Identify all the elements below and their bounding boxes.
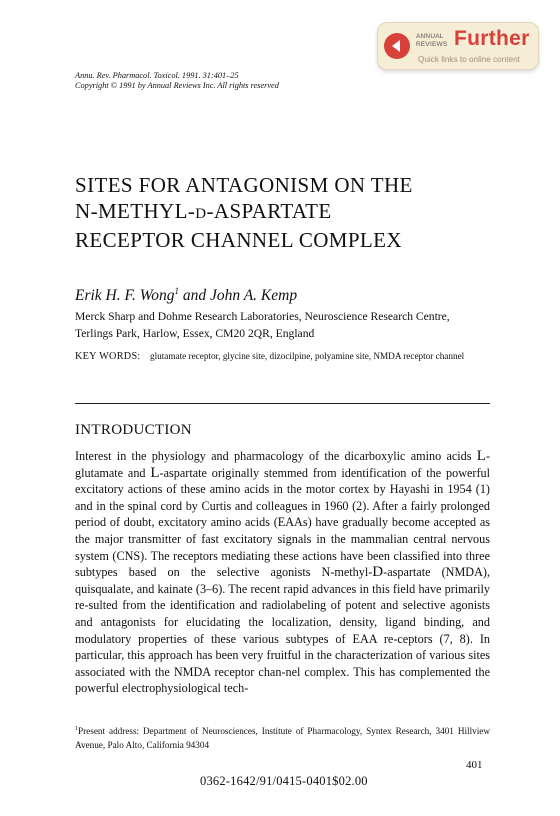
journal-citation: Annu. Rev. Pharmacol. Toxicol. 1991. 31:401–25 (75, 71, 239, 80)
footnote-marker: 1 (174, 286, 179, 296)
affiliation: Merck Sharp and Dohme Research Laboratories, Neuroscience Research Centre, Terlings Park, Harlow, Essex, CM20 2QR, England (75, 310, 450, 340)
author-list (75, 286, 297, 305)
keywords-list: glutamate receptor, glycine site, dizocilpine, polyamine site, NMDA receptor channel (150, 351, 465, 361)
further-badge[interactable] (377, 22, 539, 70)
article-title (75, 172, 515, 253)
footnote: $^1$Present address: Department of Neurosciences, Institute of Pharmacology, Syntex Research, 3401 Hillview Avenue, Palo Alto, California 94304 (75, 726, 490, 750)
section-heading: INTRODUCTION (75, 422, 192, 438)
price-code: 0362-1642/91/0415-0401$02.00 (200, 774, 368, 788)
keywords-label: KEY WORDS: (75, 351, 141, 362)
title-line-1: SITES FOR ANTAGONISM ON THE (75, 173, 413, 197)
section-divider (75, 403, 490, 404)
copyright-line: Copyright © 1991 by Annual Reviews Inc. All rights reserved (75, 81, 279, 90)
page-number: 401 (466, 759, 483, 771)
further-label: Further (454, 27, 530, 50)
quick-links-text: Quick links to online content (418, 55, 520, 64)
author-2: and John A. Kemp (178, 287, 298, 305)
body-paragraph: Interest in the physiology and pharmacology of the dicarboxylic amino acids L-glutamate and L-aspartate originally stemmed from identification of the powerful excitatory actions of these amino acids in the motor cortex by Hayashi in 1954 (1) and in the spinal cord by Curtis and colleagues in 1960 (2). After a fairly prolonged period of doubt, excitatory amino acids (EAAs) have gradually become accepted as the major transmitter of fast excitatory signals in the mammalian central nervous system (CNS). The receptors mediating these actions have been classified into three subtypes based on the selective agonists N-methyl-D-aspartate (NMDA), quisqualate, and kainate (3–6). The recent rapid advances in this field have primarily re-sulted from the identification and radiolabeling of potent and selective agonists and antagonists for elucidating the localization, density, ligand binding, and modulatory properties of these various subtypes of EAA re-ceptors (7, 8). In particular, this approach has been very fruitful in the characterization of various sites associated with the NMDA receptor chan-nel complex. This has complemented the powerful electrophysiological tech- (75, 448, 490, 696)
author-1: Erik H. F. Wong (75, 287, 175, 305)
play-arrow-icon (384, 33, 410, 59)
title-line-2: N-METHYL-D-ASPARTATE (75, 199, 332, 223)
title-line-3: RECEPTOR CHANNEL COMPLEX (75, 228, 402, 252)
annual-reviews-logo: ANNUAL REVIEWS (416, 33, 448, 48)
